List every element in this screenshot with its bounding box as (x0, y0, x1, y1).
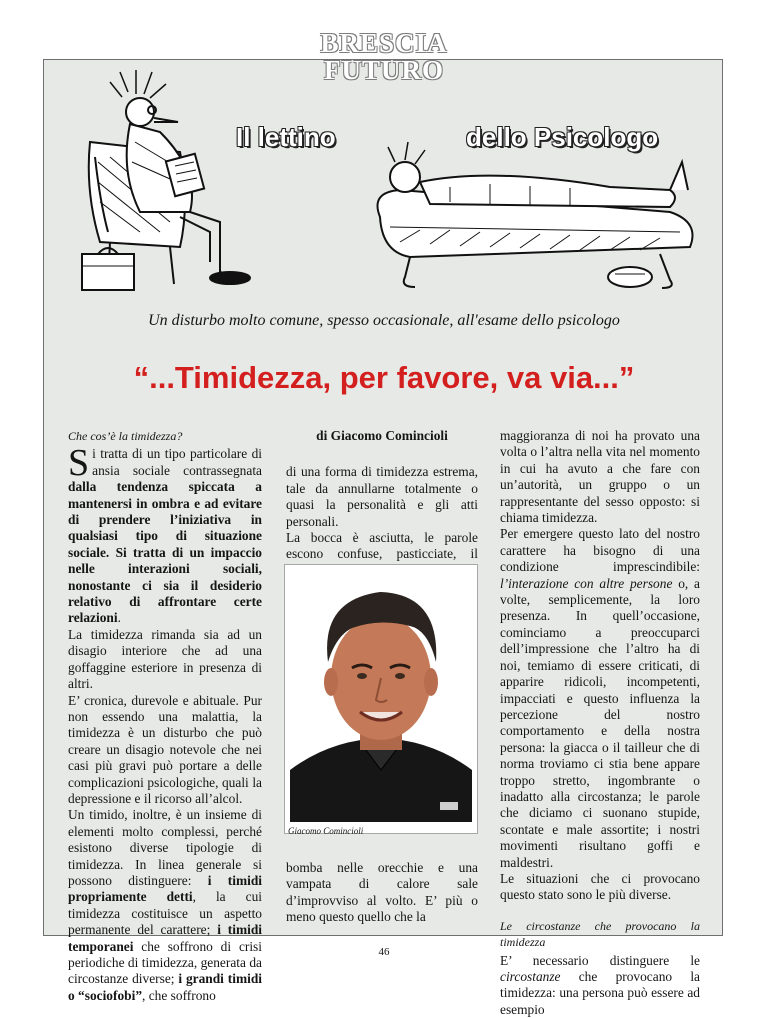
italic-run: l’interazione con altre persone (500, 575, 673, 591)
drop-cap: S (68, 442, 90, 485)
page-number: 46 (378, 946, 390, 958)
column-2-continued (286, 860, 478, 926)
paragraph: E’ cronica, durevole e abituale. Pur non essendo una malattia, la timidezza è un disturbo che può creare un disagio notevole che nei casi più gravi può portare a delle complicazioni psicologiche, quali la depressione e il ricorso all’alcol. (68, 692, 262, 806)
author-photo (284, 564, 478, 834)
author-byline: di Giacomo Comincioli (316, 428, 448, 443)
text-run: che soffrono di crisi periodiche di timidezza, generata da circostanze diverse; (68, 938, 262, 987)
paragraph (68, 807, 262, 1004)
paragraph (68, 442, 262, 626)
italic-run: circostanze (500, 969, 561, 984)
text-run: che provocano la timidezza: una persona può essere ad esempio (500, 969, 700, 1017)
paragraph: di una forma di timidezza estrema, tale da annullarne totalmente o quasi la personalità e gli atti personali. (286, 464, 478, 529)
column-1 (68, 428, 262, 1004)
paragraph: maggioranza di noi ha provato una volta o l’altra nella vita nel momento in cui ha avuto a che fare con un’autorità, un gruppo o un rappresentante del sesso opposto: si chiama timidezza. (500, 428, 700, 526)
text-run: , che soffrono (142, 987, 216, 1003)
masthead-logo (300, 30, 468, 86)
paragraph: La timidezza rimanda sia ad un disagio interiore che ad una goffaggine esteriore in presenza di altri. (68, 626, 262, 692)
paragraph: Le situazioni che ci provocano questo stato sono le più diverse. (500, 870, 700, 903)
paragraph (500, 953, 700, 1018)
text-run: Per emergere questo lato del nostro carattere ha bisogno di una condizione imprescindibile: (500, 526, 700, 575)
bold-run: i grandi timidi o “sociofobi” (68, 971, 262, 1003)
masthead-line-1: BRESCIA (320, 28, 448, 58)
banner-right-text: dello Psicologo (466, 122, 659, 152)
paragraph (500, 526, 700, 871)
text-run: o, a volte, semplicemente, la loro presenza. In quell’occasione, cominciamo a preoccuparci dell’impressione che l’altro ha di noi, temiamo di essere criticati, di apparire ridicoli, incompetenti, impacciati e questo influenza la percezione del nostro comportamento e della nostra persona: la giacca o il tailleur che di norma troviamo ci stia bene appare troppo stretto, ingombrante o inadatto alla circostanza; le parole che diciamo ci suonano stupide, scontate e male assortite; i nostri movimenti risultano goffi e maldestri. (500, 575, 700, 870)
article-headline: “...Timidezza, per favore, va via...” (133, 360, 635, 395)
masthead-line-2: FUTURO (324, 55, 444, 85)
text-run: , la cui timidezza costituisce un aspetto permanente del carattere; (68, 889, 262, 938)
paragraph: bomba nelle orecchie e una vampata di calore sale d’improvviso al volto. E’ più o meno questo quello che la (286, 860, 478, 925)
text-run: E’ necessario distinguere le (500, 952, 700, 968)
text-run: Un timido, inoltre, è un insieme di elementi molto complessi, perché esistono diverse tipologie di timidezza. In linea generale si possono distinguere: (68, 807, 262, 888)
bold-run: i timidi temporanei (68, 922, 263, 954)
cartoon-illustration (70, 62, 710, 302)
paragraph: La bocca è asciutta, le parole escono confuse, pasticciate, il (286, 530, 478, 562)
photo-caption: Giacomo Comincioli (288, 826, 364, 836)
portrait-image (290, 570, 472, 822)
bold-run: i timidi propriamente detti (68, 872, 262, 905)
column-3 (500, 428, 700, 1018)
text-run: . (117, 610, 121, 626)
section-heading: Le circostanze che provocano la timidezza (500, 918, 700, 950)
article-subtitle: Un disturbo molto comune, spesso occasionale, all'esame dello psicologo (148, 312, 620, 329)
bold-run: dalla tendenza spiccata a mantenersi in ombra e ad evitare di prendere l’iniziativa in qualsiasi tipo di situazione sociale. Si tratta di un impaccio nelle interazioni sociali, nonostante ci sia il desiderio relativo di affrontare certe relazioni (68, 479, 262, 626)
section-heading: Che cos’è la timidezza? (68, 429, 183, 443)
text-run: i tratta di un tipo particolare di ansia sociale contrassegnata (92, 446, 262, 478)
banner-left-text: Il lettino (236, 122, 336, 152)
column-2 (286, 428, 478, 579)
